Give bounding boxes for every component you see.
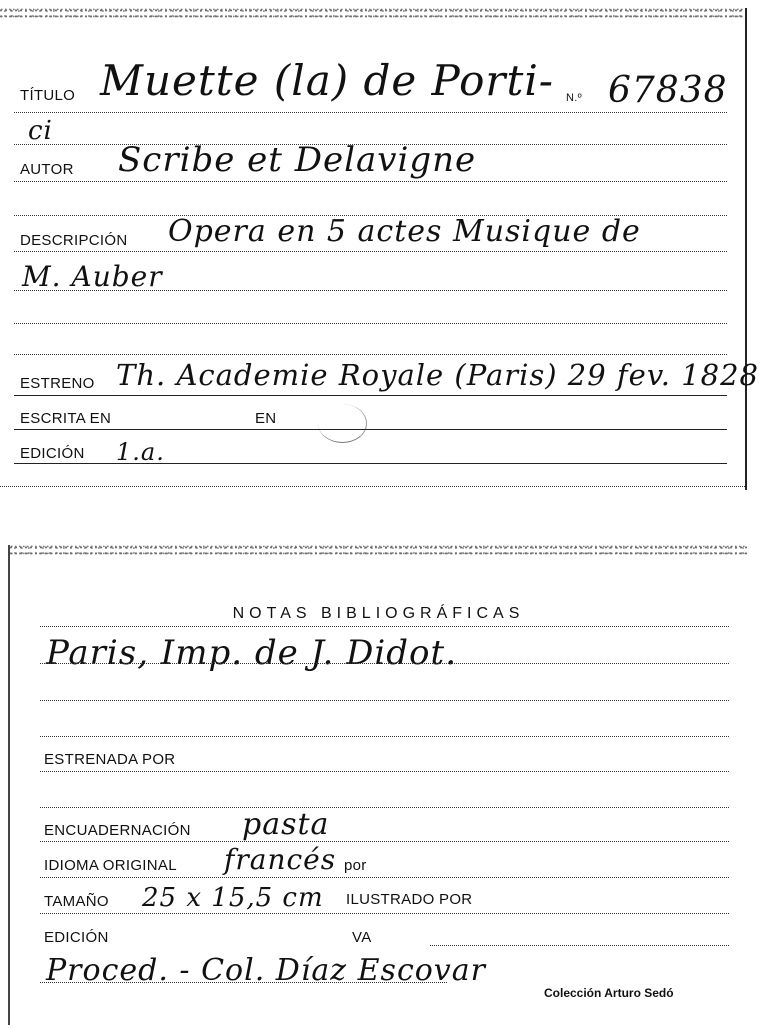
titulo-value-continued: ci: [28, 116, 53, 146]
edicion-value: 1.a.: [116, 438, 165, 466]
escrita-en-label: ESCRITA EN: [20, 410, 112, 427]
notas-rule-4: [40, 736, 729, 737]
catalog-card-front: [0, 8, 759, 490]
blank-rule-2: [14, 323, 727, 324]
titulo-label: TÍTULO: [20, 87, 76, 104]
edicion-back-rule: [430, 945, 729, 946]
descripcion-label: DESCRIPCIÓN: [20, 232, 128, 249]
descripcion-value-line1: Opera en 5 actes Musique de: [168, 214, 641, 249]
escrita-rule: [14, 429, 727, 430]
card-edge-speckle: [10, 545, 747, 557]
estreno-label: ESTRENO: [20, 375, 95, 392]
collection-credit: Colección Arturo Sedó: [544, 986, 674, 1000]
descripcion-value-line2: M. Auber: [22, 260, 163, 293]
tamano-label: TAMAÑO: [44, 893, 109, 910]
idioma-rule: [40, 877, 729, 878]
catalog-card-back: [8, 545, 747, 1025]
autor-rule: [14, 181, 727, 182]
titulo-value: Muette (la) de Porti-: [100, 56, 554, 105]
descripcion-rule: [14, 251, 727, 252]
tamano-rule: [40, 913, 729, 914]
notas-heading: NOTAS BIBLIOGRÁFICAS: [232, 605, 525, 622]
titulo-rule: [14, 112, 727, 113]
edicion-rule: [14, 463, 727, 464]
encuadernacion-rule: [40, 841, 729, 842]
en-label: EN: [255, 410, 277, 427]
edicion-back-label: EDICIÓN: [44, 929, 109, 946]
encuadernacion-label: ENCUADERNACIÓN: [44, 822, 191, 839]
encuadernacion-value: pasta: [242, 807, 330, 842]
estreno-rule: [14, 395, 727, 396]
estreno-value: Th. Academie Royale (Paris) 29 fev. 1828: [116, 358, 759, 392]
tamano-value: 25 x 15,5 cm: [142, 883, 324, 913]
proced-value: Proced. - Col. Díaz Escovar: [46, 953, 486, 988]
estrenada-por-label: ESTRENADA POR: [44, 751, 176, 768]
edicion-label: EDICIÓN: [20, 445, 85, 462]
blank-rule-3: [14, 354, 727, 355]
va-label: VA: [352, 929, 372, 946]
number-value: 67838: [608, 70, 728, 111]
notas-rule-3: [40, 700, 729, 701]
paper-smudge: [318, 404, 367, 443]
por-label: por: [344, 857, 367, 874]
card-edge-speckle: [0, 8, 745, 20]
notas-rule-2: [40, 663, 729, 664]
blank-rule: [40, 807, 729, 808]
ilustrado-label: ILUSTRADO POR: [346, 891, 473, 908]
autor-label: AUTOR: [20, 161, 74, 178]
idioma-value: francés: [224, 843, 337, 876]
card-bottom-edge: [0, 486, 745, 487]
estrenada-rule: [40, 771, 729, 772]
autor-value: Scribe et Delavigne: [118, 140, 477, 180]
number-label: N.º: [566, 92, 582, 104]
idioma-label: IDIOMA ORIGINAL: [44, 857, 177, 874]
descripcion-rule-2: [14, 290, 727, 291]
notas-value: Paris, Imp. de J. Didot.: [46, 633, 457, 673]
proced-rule: [40, 982, 447, 983]
notas-rule-1: [40, 626, 729, 627]
